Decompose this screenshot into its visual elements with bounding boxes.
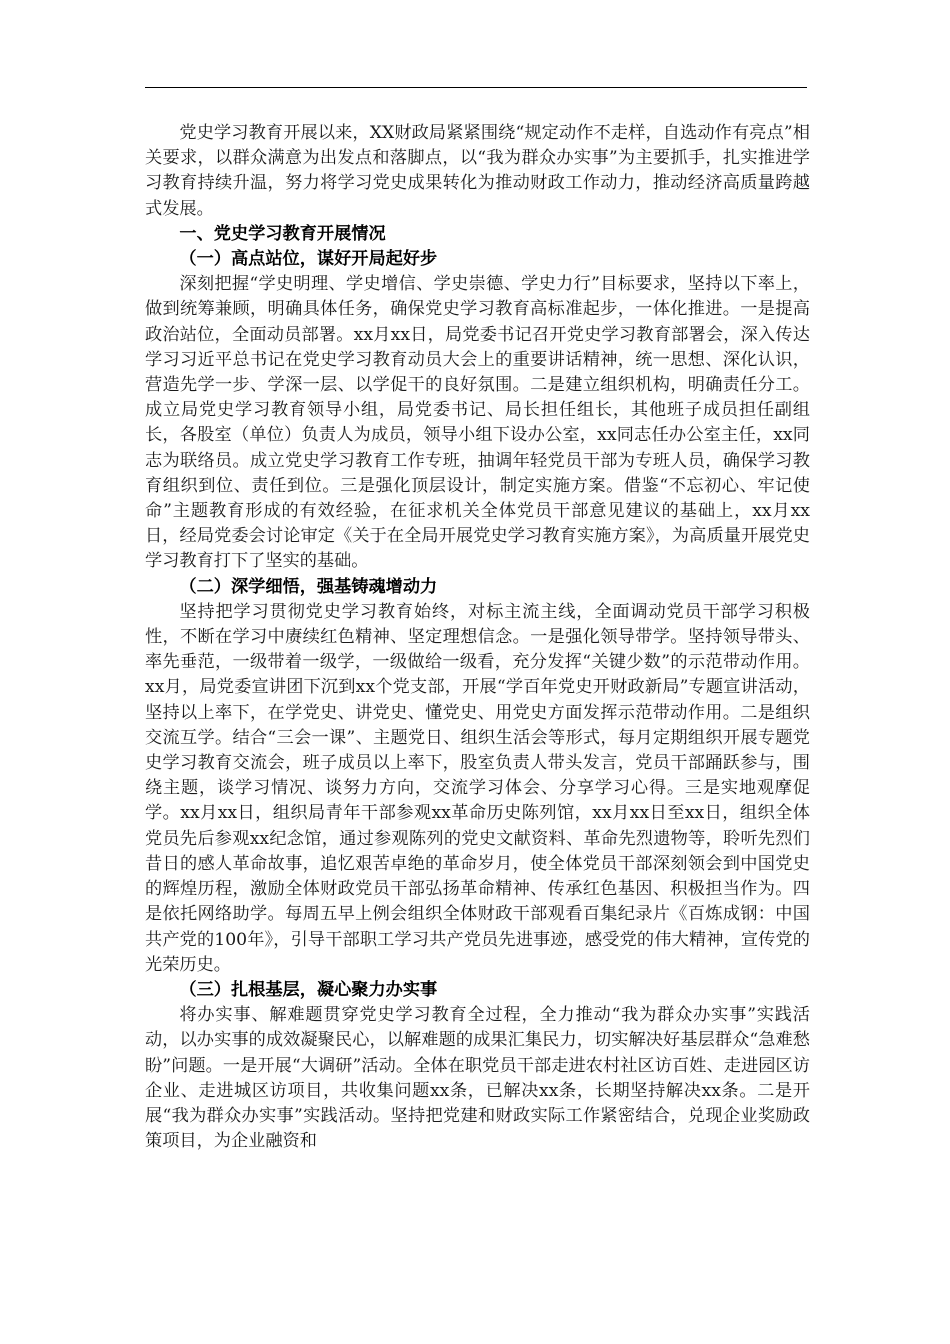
paragraph-3: 将办实事、解难题贯穿党史学习教育全过程，全力推动“我为群众办实事”实践活动，以办实事的成效凝聚民心，以解难题的成果汇集民力，切实解决好基层群众“急难愁盼”问题。一是开展“大调研”活动。全体在职党员干部走进农村社区访百姓、走进园区访企业、走进城区访项目，共收集问题xx条，已解决xx条，长期坚持解决xx条。二是开展“我为群众办实事”实践活动。坚持把党建和财政实际工作紧密结合，兑现企业奖励政策项目，为企业融资和	[145, 1005, 810, 1152]
document-body	[145, 121, 810, 1154]
paragraph-1: 深刻把握“学史明理、学史增信、学史崇德、学史力行”目标要求，坚持以下率上，做到统筹兼顾，明确具体任务，确保党史学习教育高标准起步，一体化推进。一是提高政治站位，全面动员部署。xx月xx日，局党委书记召开党史学习教育部署会，深入传达学习习近平总书记在党史学习教育动员大会上的重要讲话精神，统一思想、深化认识，营造先学一步、学深一层、以学促干的良好氛围。二是建立组织机构，明确责任分工。成立局党史学习教育领导小组，局党委书记、局长担任组长，其他班子成员担任副组长，各股室（单位）负责人为成员，领导小组下设办公室，xx同志任办公室主任，xx同志为联络员。成立党史学习教育工作专班，抽调年轻党员干部为专班人员，确保学习教育组织到位、责任到位。三是强化顶层设计，制定实施方案。借鉴“不忘初心、牢记使命”主题教育形成的有效经验，在征求机关全体党员干部意见建议的基础上，xx月xx日，经局党委会讨论审定《关于在全局开展党史学习教育实施方案》，为高质量开展党史学习教育打下了坚实的基础。	[145, 274, 810, 572]
subsection-heading-2: （二）深学细悟，强基铸魂增动力	[179, 576, 438, 597]
section-heading: 一、党史学习教育开展情况	[179, 223, 386, 244]
header-rule	[145, 87, 807, 88]
subsection-heading-1: （一）高点站位，谋好开局起好步	[179, 249, 438, 270]
subsection-heading-3: （三）扎根基层，凝心聚力办实事	[179, 979, 438, 1000]
paragraph-2: 坚持把学习贯彻党史学习教育始终，对标主流主线，全面调动党员干部学习积极性，不断在学习中赓续红色精神、坚定理想信念。一是强化领导带学。坚持领导带头、率先垂范，一级带着一级学，一级做给一级看，充分发挥“关键少数”的示范带动作用。xx月，局党委宣讲团下沉到xx个党支部，开展“学百年党史开财政新局”专题宣讲活动，坚持以上率下，在学党史、讲党史、懂党史、用党史方面发挥示范带动作用。二是组织交流互学。结合“三会一课”、主题党日、组织生活会等形式，每月定期组织开展专题党史学习教育交流会，班子成员以上率下，股室负责人带头发言，党员干部踊跃参与，围绕主题，谈学习情况、谈努力方向，交流学习体会、分享学习心得。三是实地观摩促学。xx月xx日，组织局青年干部参观xx革命历史陈列馆，xx月xx日至xx日，组织全体党员先后参观xx纪念馆，通过参观陈列的党史文献资料、革命先烈遗物等，聆听先烈们昔日的感人革命故事，追忆艰苦卓绝的革命岁月，使全体党员干部深刻领会到中国党史的辉煌历程，激励全体财政党员干部弘扬革命精神、传承红色基因、积极担当作为。四是依托网络助学。每周五早上例会组织全体财政干部观看百集纪录片《百炼成钢：中国共产党的100年》，引导干部职工学习共产党员先进事迹，感受党的伟大精神，宣传党的光荣历史。	[145, 601, 810, 975]
intro-paragraph: 党史学习教育开展以来，XX财政局紧紧围绕“规定动作不走样，自选动作有亮点”相关要求，以群众满意为出发点和落脚点，以“我为群众办实事”为主要抓手，扎实推进学习教育持续升温，努力将学习党史成果转化为推动财政工作动力，推动经济高质量跨越式发展。	[145, 123, 810, 219]
